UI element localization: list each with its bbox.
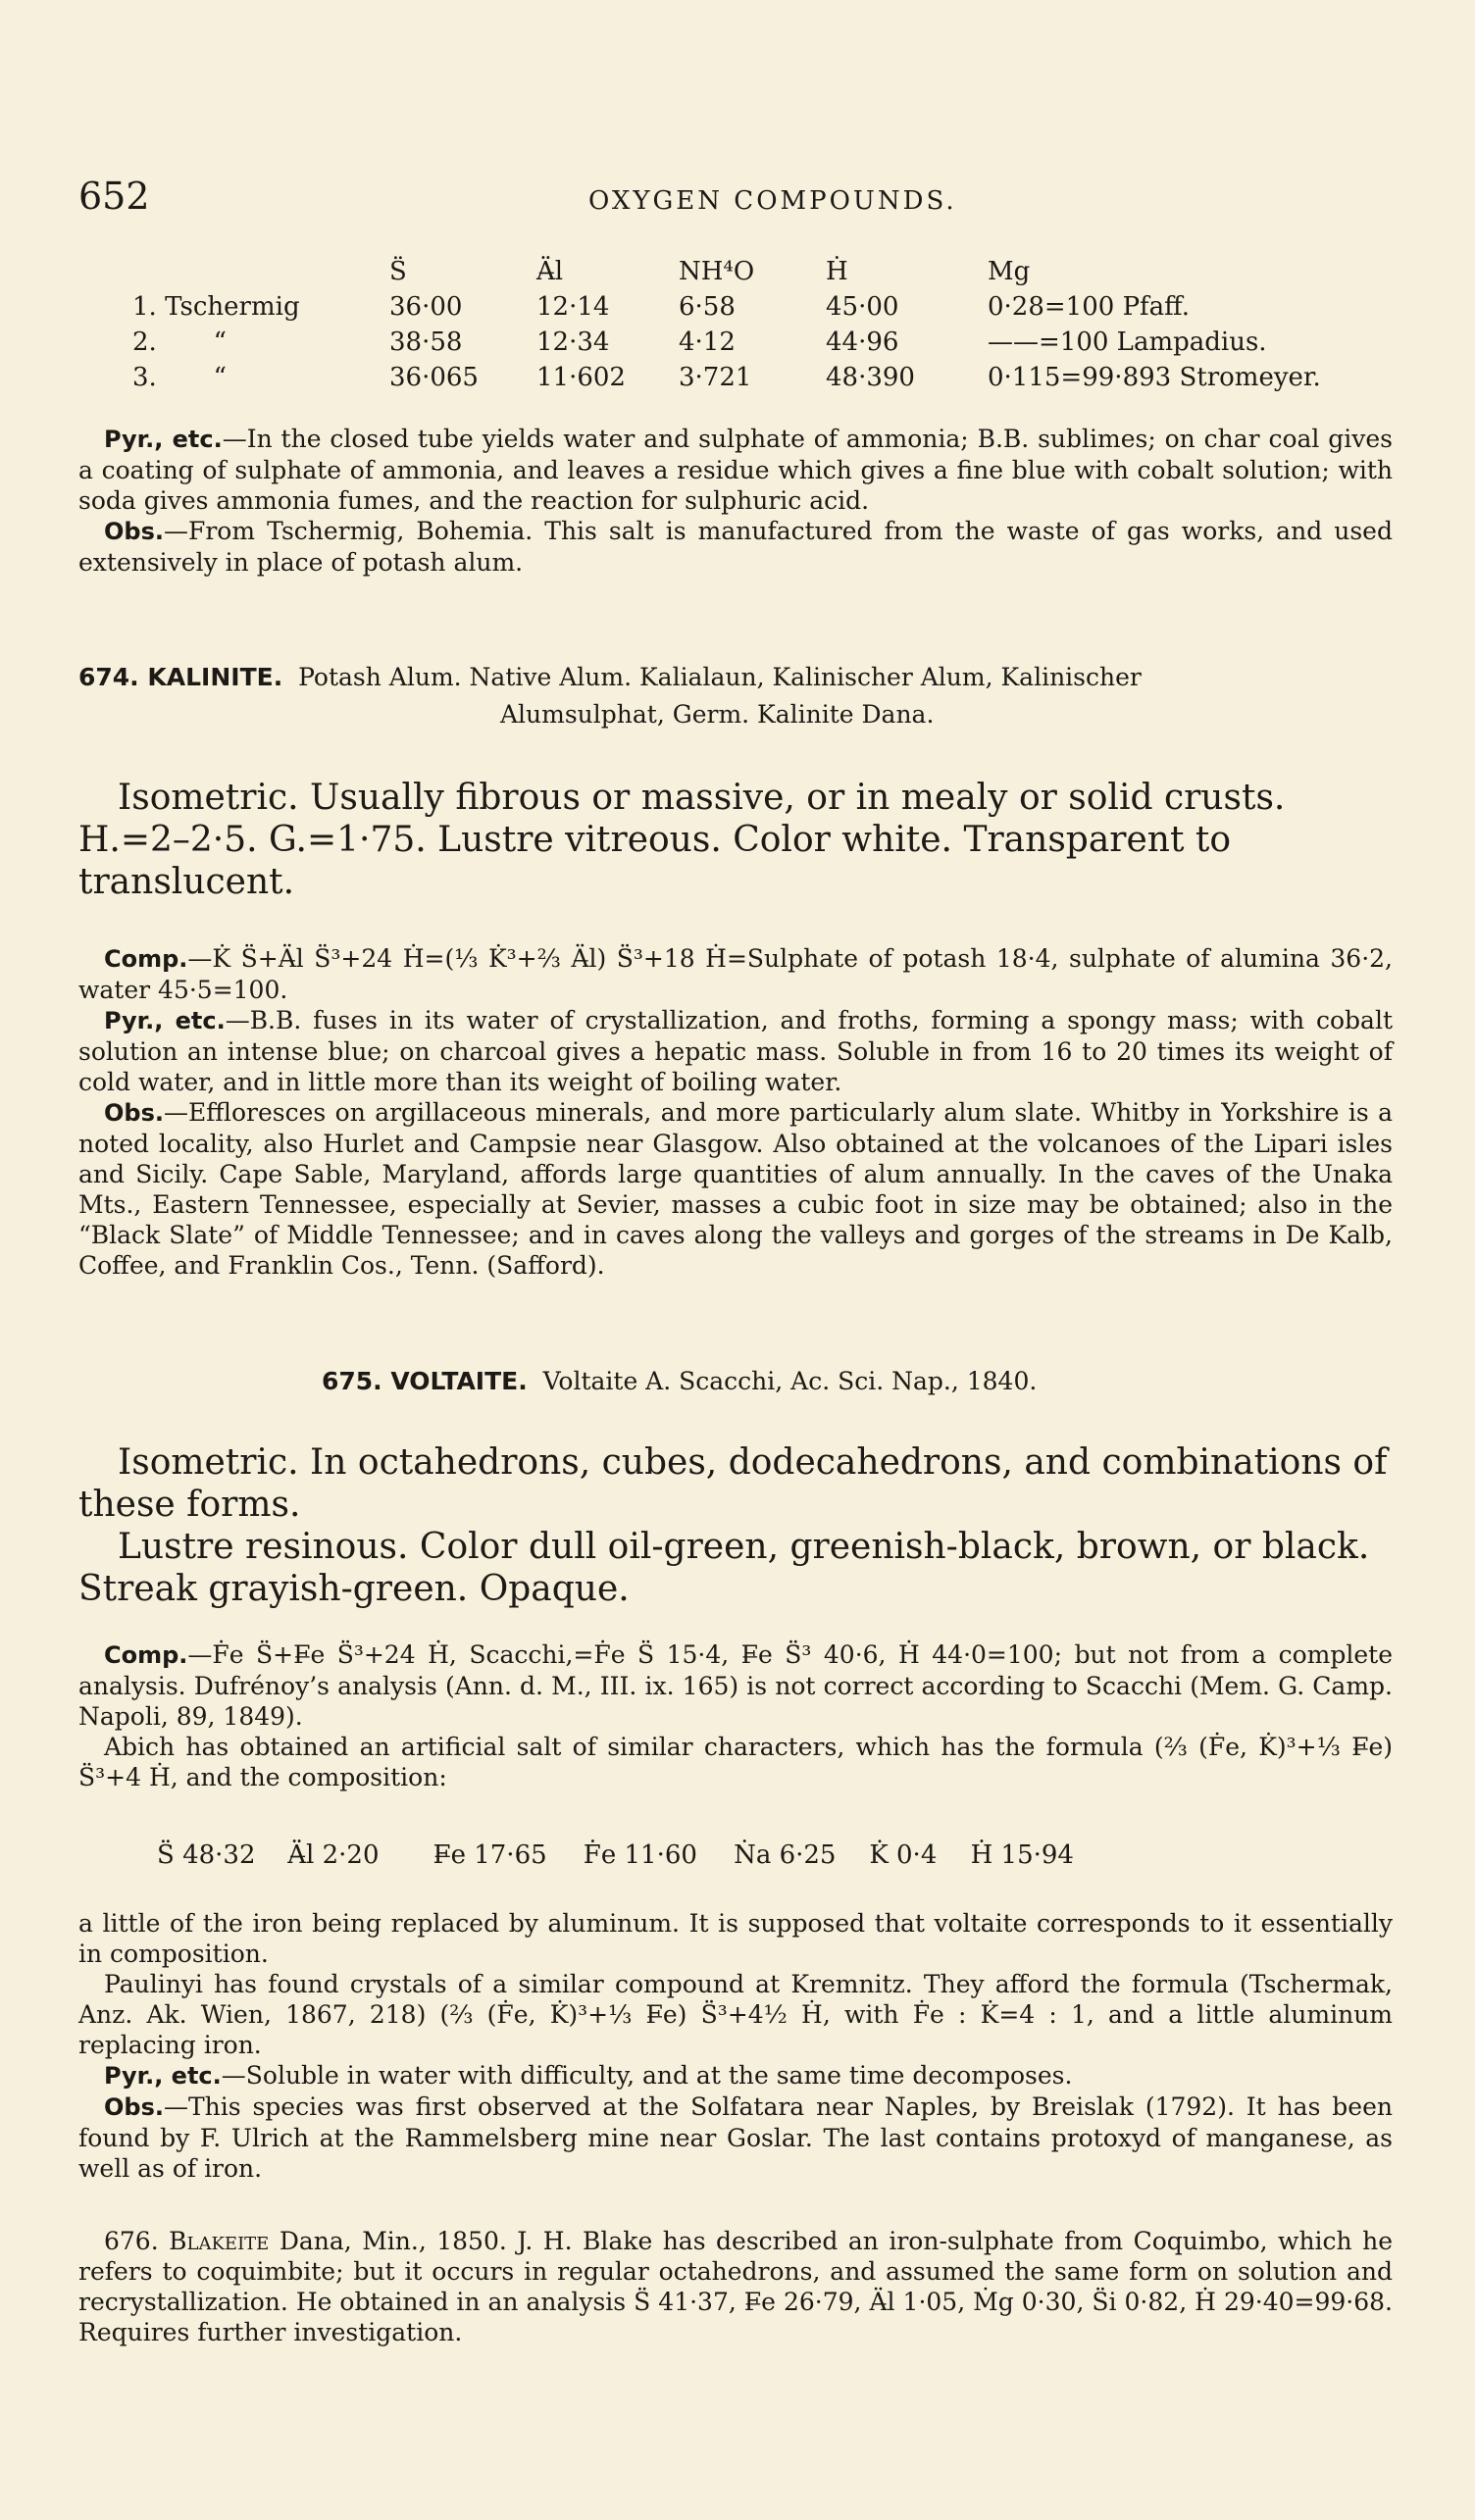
table-row <box>132 328 1321 363</box>
table-cell: 36·065 <box>389 363 479 392</box>
voltaite-pyr <box>78 2060 1393 2092</box>
table-cell: 6·58 <box>679 292 736 322</box>
pyr-text: —Soluble in water with difficulty, and at the same time decomposes. <box>221 2061 1073 2090</box>
kalinite-synonyms: Potash Alum. Native Alum. Kalialaun, Kalinischer Alum, Kalinischer <box>298 663 1142 691</box>
blakeite-number: 676. <box>104 2227 159 2255</box>
analysis-table-header <box>132 257 1321 292</box>
table-cell: 12·34 <box>536 328 610 357</box>
table-cell: 45·00 <box>826 292 899 322</box>
intro-obs <box>78 516 1393 578</box>
page-number: 652 <box>78 175 150 218</box>
voltaite-synonyms: Voltaite A. Scacchi, Ac. Sci. Nap., 1840. <box>542 1367 1038 1395</box>
composition-value: F̶e 17·65 <box>432 1840 547 1870</box>
pyr-label: Pyr., etc. <box>104 2062 222 2090</box>
obs-label: Obs. <box>104 1099 164 1127</box>
column-header: NH⁴O <box>679 257 755 286</box>
voltaite-paulinyi: Paulinyi has found crystals of a similar compound at Kremnitz. They afford the formula (Tschermak, Anz. Ak. Wien, 1867, 218) (⅔ (Ḟe, K̇)³+⅓ F̶e) S̈³+4½ Ḣ, with Ḟe : K̇=4 : 1, and a little aluminum replacing iron. <box>78 1970 1393 2059</box>
intro-paragraphs <box>78 424 1393 578</box>
composition-value: Ḣ 15·94 <box>970 1840 1074 1870</box>
voltaite-composition <box>157 1840 1074 1870</box>
pyr-text: —In the closed tube yields water and sulphate of ammonia; B.B. sublimes; on char coal gives a coating of sulphate of ammonia, and leaves a residue which gives a fine blue with cobalt solution; with soda gives ammonia fumes, and the reaction for sulphuric acid. <box>78 425 1394 515</box>
table-cell: 44·96 <box>826 328 899 357</box>
running-title: OXYGEN COMPOUNDS. <box>588 186 957 216</box>
voltaite-comp-block <box>78 1639 1393 1792</box>
table-cell: 38·58 <box>389 328 463 357</box>
kalinite-description <box>78 777 1393 903</box>
table-cell: 3·721 <box>679 363 752 392</box>
kalinite-description-text: Isometric. Usually fibrous or massive, or in mealy or solid crusts. H.=2–2·5. G.=1·75. Lustre vitreous. Color white. Transparent to translucent. <box>78 778 1286 902</box>
comp-text: —K̇ S̈+Ä̶l S̈³+24 Ḣ=(⅓ K̇³+⅔ Ä̶l) S̈³+18 Ḣ=Sulphate of potash 18·4, sulphate of alumina 36·2, water 45·5=100. <box>78 944 1393 1004</box>
kalinite-pyr <box>78 1005 1393 1097</box>
table-cell: 12·14 <box>536 292 610 322</box>
intro-pyr <box>78 424 1393 516</box>
table-cell: 11·602 <box>536 363 626 392</box>
kalinite-comp <box>78 943 1393 1005</box>
table-cell: 4·12 <box>679 328 736 357</box>
pyr-label: Pyr., etc. <box>104 426 223 453</box>
blakeite-body: Dana, Min., 1850. J. H. Blake has described an iron-sulphate from Coquimbo, which he refers to coquimbite; but it occurs in regular octahedrons, and assumed the same form on solution and recrystallization. He obtained in an analysis S̈ 41·37, F̶e 26·79, Ä̶l 1·05, Ṁg 0·30, S̈i 0·82, Ḣ 29·40=99·68. Requires further investigation. <box>78 2227 1394 2346</box>
kalinite-heading <box>78 659 1393 733</box>
voltaite-description-2: Lustre resinous. Color dull oil-green, greenish-black, brown, or black. Streak grayish-green. Opaque. <box>78 1527 1370 1609</box>
row-label: 3. “ <box>132 363 227 392</box>
table-row <box>132 292 1321 328</box>
kalinite-synonyms-2: Alumsulphat, Germ. Kalinite Dana. <box>500 700 935 729</box>
table-row <box>132 363 1321 398</box>
kalinite-number: 674. KALINITE. <box>78 663 283 691</box>
pyr-text: —B.B. fuses in its water of crystallization, and froths, forming a spongy mass; with cobalt solution an intense blue; on charcoal gives a hepatic mass. Soluble in from 16 to 20 times its weight of cold water, and in little more than its weight of boiling water. <box>78 1006 1393 1096</box>
composition-value: Ä̶l 2·20 <box>287 1840 380 1870</box>
table-cell: 0·28=100 Pfaff. <box>988 292 1190 322</box>
blakeite-name: Blakeite <box>169 2227 270 2255</box>
column-header: Mg <box>988 257 1031 286</box>
row-label: 2. “ <box>132 328 227 357</box>
kalinite-heading-line1 <box>78 659 1393 696</box>
comp-label: Comp. <box>104 1641 188 1669</box>
voltaite-comp <box>78 1639 1393 1732</box>
table-cell: 36·00 <box>389 292 463 322</box>
obs-text: —From Tschermig, Bohemia. This salt is manufactured from the waste of gas works, and used extensively in place of potash alum. <box>78 517 1393 577</box>
comp-label: Comp. <box>104 945 188 973</box>
column-header: Ḣ <box>826 257 848 286</box>
blakeite-paragraph <box>78 2226 1393 2347</box>
voltaite-paragraphs <box>78 1908 1393 2184</box>
kalinite-paragraphs <box>78 943 1393 1281</box>
kalinite-obs <box>78 1097 1393 1281</box>
blakeite-text <box>78 2226 1393 2347</box>
voltaite-abich: Abich has obtained an artificial salt of similar characters, which has the formula (⅔ (Ḟe, K̇)³+⅓ F̶e) S̈³+4 Ḣ, and the composition: <box>78 1733 1393 1791</box>
column-header: S̈ <box>389 257 407 286</box>
voltaite-obs <box>78 2092 1393 2184</box>
table-cell: ——=100 Lampadius. <box>988 328 1267 357</box>
column-header: Ä̶l <box>536 257 564 286</box>
analysis-table <box>132 257 1321 398</box>
voltaite-after-comp: a little of the iron being replaced by aluminum. It is supposed that voltaite corresponds to it essentially in composition. <box>78 1909 1393 1968</box>
row-label: 1. Tschermig <box>132 292 300 322</box>
composition-value: Ṅa 6·25 <box>734 1840 837 1870</box>
row-label-header <box>132 257 389 292</box>
table-cell: 0·115=99·893 Stromeyer. <box>988 363 1321 392</box>
composition-value: K̇ 0·4 <box>869 1840 938 1870</box>
table-cell: 48·390 <box>826 363 915 392</box>
obs-label: Obs. <box>104 518 164 545</box>
composition-value: Ḟe 11·60 <box>583 1840 697 1870</box>
obs-label: Obs. <box>104 2093 164 2121</box>
comp-text: —Ḟe S̈+F̶e S̈³+24 Ḣ, Scacchi,=Ḟe S̈ 15·4, F̶e S̈³ 40·6, Ḣ 44·0=100; but not from a complete analysis. Dufrénoy’s analysis (Ann. d. M., III. ix. 165) is not correct according to Scacchi (Mem. G. Camp. Napoli, 89, 1849). <box>78 1640 1393 1731</box>
voltaite-description <box>78 1441 1393 1610</box>
obs-text: —Effloresces on argillaceous minerals, and more particularly alum slate. Whitby in Yorkshire is a noted locality, also Hurlet and Campsie near Glasgow. Also obtained at the volcanoes of the Lipari isles and Sicily. Cape Sable, Maryland, affords large quantities of alum annually. In the caves of the Unaka Mts., Eastern Tennessee, especially at Sevier, masses a cubic foot in size may be obtained; also in the “Black Slate” of Middle Tennessee; and in caves along the valleys and gorges of the streams in De Kalb, Coffee, and Franklin Cos., Tenn. (Safford). <box>78 1098 1393 1280</box>
voltaite-heading <box>322 1363 1037 1400</box>
composition-value: S̈ 48·32 <box>157 1840 256 1870</box>
obs-text: —This species was first observed at the Solfatara near Naples, by Breislak (1792). It has been found by F. Ulrich at the Rammelsberg mine near Goslar. The last contains protoxyd of manganese, as well as of iron. <box>78 2092 1393 2183</box>
voltaite-description-1: Isometric. In octahedrons, cubes, dodecahedrons, and combinations of these forms. <box>78 1442 1388 1525</box>
pyr-label: Pyr., etc. <box>104 1007 226 1034</box>
voltaite-number: 675. VOLTAITE. <box>322 1367 528 1395</box>
